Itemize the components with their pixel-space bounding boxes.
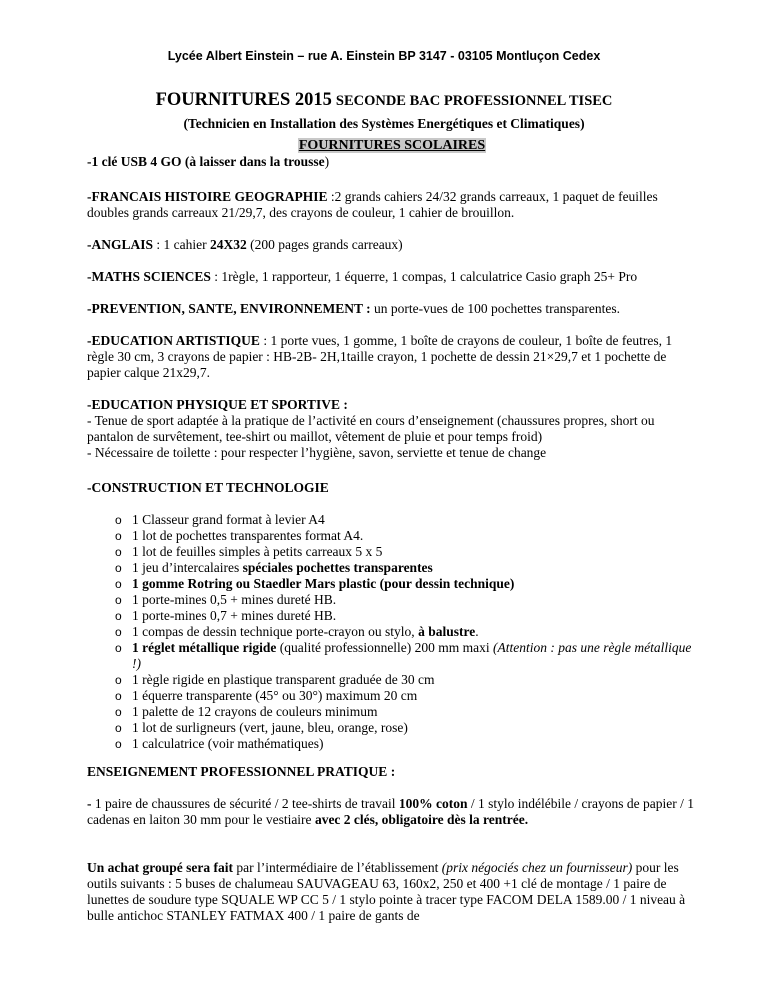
- pro-text-2: / 1 stylo indélébile / crayons de papier / 1 cadenas en laiton 30 mm pour le vestiaire: [87, 796, 694, 827]
- prevention-label: -PREVENTION, SANTE, ENVIRONNEMENT :: [87, 301, 371, 316]
- document-body: [87, 135, 697, 924]
- bullet-icon: o: [115, 609, 122, 623]
- anglais-bold: 24X32: [210, 237, 247, 252]
- construction-item-t1: 1 palette de 12 crayons de couleurs minimum: [132, 704, 378, 719]
- pro-heading: [87, 764, 697, 780]
- bullet-icon: o: [115, 673, 122, 687]
- bullet-icon: o: [115, 513, 122, 527]
- construction-item-b: 1 réglet métallique rigide: [132, 640, 277, 655]
- page-subtitle: (Technicien en Installation des Systèmes Energétiques et Climatiques): [183, 116, 585, 131]
- construction-item-t1: 1 porte-mines 0,5 + mines dureté HB.: [132, 592, 337, 607]
- construction-item: [87, 560, 697, 576]
- eps-line-2: - Nécessaire de toilette : pour respecter l’hygiène, savon, serviette et tenue de change: [87, 445, 547, 460]
- achat-text-1: par l’intermédiaire de l’établissement: [233, 860, 442, 875]
- anglais-text-end: (200 pages grands carreaux): [246, 237, 403, 252]
- francais-paragraph: [87, 189, 697, 221]
- bullet-icon: o: [115, 529, 122, 543]
- usb-line: [87, 154, 697, 170]
- construction-item-t1: 1 règle rigide en plastique transparent graduée de 30 cm: [132, 672, 435, 687]
- construction-item: [87, 720, 697, 736]
- construction-item-t1: 1 compas de dessin technique porte-crayon ou stylo,: [132, 624, 419, 639]
- bullet-icon: o: [115, 737, 122, 751]
- maths-paragraph: [87, 269, 697, 285]
- pro-bold-1: 100% coton: [398, 796, 468, 811]
- construction-item-b: 1 gomme Rotring ou Staedler Mars plastic (pour dessin technique): [132, 576, 515, 591]
- construction-item-t1: 1 équerre transparente (45° ou 30°) maximum 20 cm: [132, 688, 418, 703]
- artistique-text: : 1 porte vues, 1 gomme, 1 boîte de crayons de couleur, 1 boîte de feutres, 1 règle 30 cm, 3 crayons de papier : HB-2B- 2H,1taille crayon, 1 pochette de dessin 21×29,7 et 1 pochette de papier calque 21x29,7.: [87, 333, 673, 380]
- construction-item: [87, 592, 697, 608]
- section-title: FOURNITURES SCOLAIRES: [298, 138, 486, 153]
- title-rest: SECONDE BAC PROFESSIONNEL TISEC: [335, 93, 613, 109]
- construction-item: [87, 704, 697, 720]
- eps-line-1: - Tenue de sport adaptée à la pratique de l’activité en cours d’enseignement (chaussures propres, short ou pantalon de survêtement, tee-shirt ou maillot, vêtement de pluie et pour temps froid): [87, 413, 655, 444]
- construction-item: [87, 736, 697, 752]
- bullet-icon: o: [115, 561, 122, 575]
- construction-item-t2: (qualité professionnelle) 200 mm maxi: [276, 640, 494, 655]
- construction-item: [87, 544, 697, 560]
- prevention-text: un porte-vues de 100 pochettes transparentes.: [370, 301, 620, 316]
- pro-bold-2: avec 2 clés, obligatoire dès la rentrée.: [314, 812, 529, 827]
- maths-text: : 1règle, 1 rapporteur, 1 équerre, 1 compas, 1 calculatrice Casio graph 25+ Pro: [210, 269, 638, 284]
- construction-item-t1: 1 lot de feuilles simples à petits carreaux 5 x 5: [132, 544, 383, 559]
- artistique-label: -EDUCATION ARTISTIQUE: [87, 333, 260, 348]
- bullet-icon: o: [115, 545, 122, 559]
- construction-list: [87, 512, 697, 752]
- school-address: Lycée Albert Einstein – rue A. Einstein BP 3147 - 03105 Montluçon Cedex: [167, 49, 601, 63]
- bullet-icon: o: [115, 577, 122, 591]
- pro-paragraph: [87, 796, 697, 828]
- page-title: [0, 90, 768, 111]
- achat-bold: Un achat groupé sera fait: [87, 860, 233, 875]
- maths-label: -MATHS SCIENCES: [87, 269, 211, 284]
- construction-item-t1: 1 porte-mines 0,7 + mines dureté HB.: [132, 608, 337, 623]
- usb-bold: -1 clé USB 4 GO (à laisser dans la trousse: [87, 154, 325, 169]
- bullet-icon: o: [115, 721, 122, 735]
- construction-item-i: (Attention : pas une règle métallique !): [132, 640, 692, 671]
- bullet-icon: o: [115, 593, 122, 607]
- construction-item-t2: .: [475, 624, 479, 639]
- anglais-label: -ANGLAIS: [87, 237, 154, 252]
- construction-item-t1: 1 lot de surligneurs (vert, jaune, bleu, orange, rose): [132, 720, 408, 735]
- achat-paragraph: [87, 860, 697, 924]
- usb-tail: ): [324, 154, 330, 169]
- construction-item: [87, 528, 697, 544]
- construction-item-t1: 1 lot de pochettes transparentes format A4.: [132, 528, 364, 543]
- construction-item: [87, 640, 697, 672]
- anglais-text: : 1 cahier: [153, 237, 210, 252]
- eps-heading: [87, 397, 697, 413]
- title-main: FOURNITURES 2015: [155, 90, 332, 110]
- achat-text-2: pour les outils suivants : 5 buses de chalumeau SAUVAGEAU 63, 160x2, 250 et 400 +1 clé de montage / 1 paire de lunettes de soudure type SQUALE WP CC 5 / 1 stylo pointe à tracer type FACOM DELA 1589.00 / 1 niveau à bulle antichoc STANLEY FATMAX 400 / 1 paire de gants de: [87, 860, 686, 923]
- artistique-paragraph: [87, 333, 697, 381]
- prevention-paragraph: [87, 301, 697, 317]
- bullet-icon: o: [115, 705, 122, 719]
- francais-label: -FRANCAIS HISTOIRE GEOGRAPHIE: [87, 189, 328, 204]
- construction-item-b: spéciales pochettes transparentes: [242, 560, 433, 575]
- construction-item-t1: 1 Classeur grand format à levier A4: [132, 512, 325, 527]
- bullet-icon: o: [115, 641, 122, 655]
- construction-heading: [87, 480, 697, 496]
- achat-italic: (prix négociés chez un fournisseur): [441, 860, 633, 875]
- anglais-paragraph: [87, 237, 697, 253]
- bullet-icon: o: [115, 625, 122, 639]
- bullet-icon: o: [115, 689, 122, 703]
- francais-text: :2 grands cahiers 24/32 grands carreaux, 1 paquet de feuilles doubles grands carreaux 21/29,7, des crayons de couleur, 1 cahier de brouillon.: [87, 189, 658, 220]
- pro-text-1: 1 paire de chaussures de sécurité / 2 tee-shirts de travail: [94, 796, 399, 811]
- construction-item: [87, 512, 697, 528]
- section-heading: [87, 137, 697, 154]
- construction-item: [87, 624, 697, 640]
- construction-item-t1: 1 jeu d’intercalaires: [132, 560, 243, 575]
- eps-label: -EDUCATION PHYSIQUE ET SPORTIVE :: [87, 397, 348, 412]
- construction-item: [87, 608, 697, 624]
- pro-dash: -: [87, 796, 95, 811]
- construction-item-b: à balustre: [418, 624, 476, 639]
- pro-label: ENSEIGNEMENT PROFESSIONNEL PRATIQUE :: [87, 764, 396, 779]
- construction-item-t1: 1 calculatrice (voir mathématiques): [132, 736, 324, 751]
- construction-item: [87, 576, 697, 592]
- construction-label: -CONSTRUCTION ET TECHNOLOGIE: [87, 480, 329, 495]
- construction-item: [87, 688, 697, 704]
- construction-item: [87, 672, 697, 688]
